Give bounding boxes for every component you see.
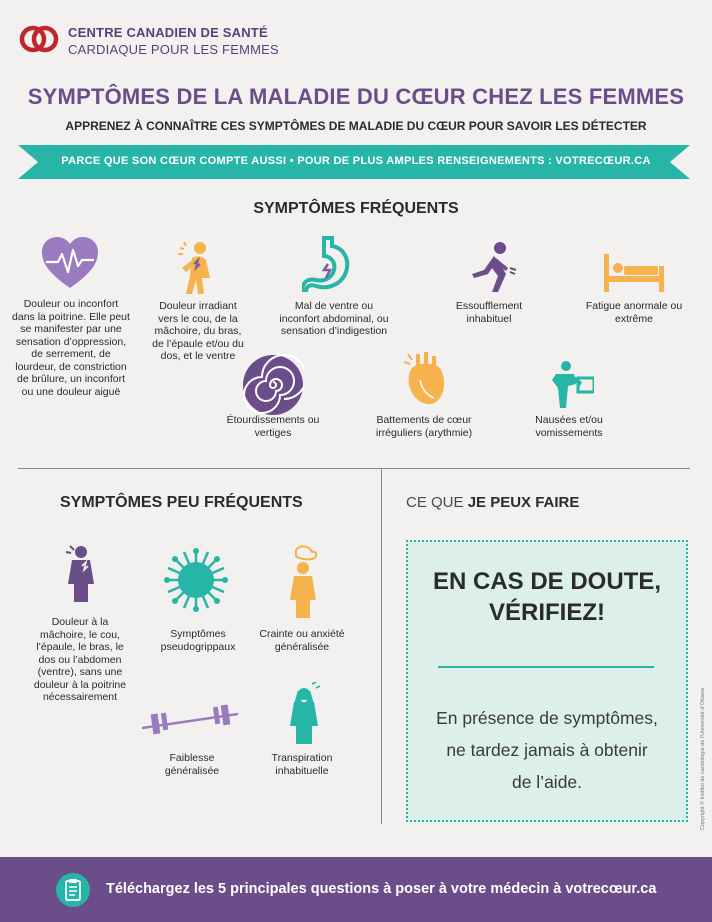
- doubt-text-line2: ne tardez jamais à obtenir: [446, 740, 648, 760]
- nausea-icon: [550, 360, 594, 408]
- bed-icon: [604, 254, 664, 292]
- heart-pulse-icon: [40, 236, 100, 290]
- frequent-section-title: SYMPTÔMES FRÉQUENTS: [253, 200, 459, 217]
- infrequent-section-title: SYMPTÔMES PEU FRÉQUENTS: [60, 494, 303, 511]
- symptom-label-nausea: Nausées et/ou vomissements: [535, 414, 603, 439]
- symptom-label-heartbeat: Battements de cœur irréguliers (arythmie): [375, 414, 473, 439]
- action-title-light: CE QUE: [406, 494, 464, 511]
- doubt-text-line1: En présence de symptômes,: [436, 708, 658, 728]
- page-title: SYMPTÔMES DE LA MALADIE DU CŒUR CHEZ LES FEMMES: [27, 84, 685, 109]
- symptom-label-jaw: Douleur à la mâchoire, le cou, l’épaule, le bras, le dos ou l’abdomen (ventre), sans une douleur à la poitrine nécessairement: [33, 616, 127, 703]
- symptom-label-radiating: Douleur irradiant vers le cou, de la mâchoire, du bras, de l’épaule et/ou du dos, et le ventre: [152, 300, 244, 362]
- action-title-bold: JE PEUX FAIRE: [467, 494, 580, 511]
- symptom-label-flu: Symptômes pseudogrippaux: [160, 628, 236, 653]
- virus-icon: [164, 548, 228, 612]
- stomach-icon: [302, 236, 352, 292]
- clipboard-icon: [56, 873, 90, 907]
- ribbon-text: PARCE QUE SON CŒUR COMPTE AUSSI • POUR DE PLUS AMPLES RENSEIGNEMENTS : VOTRECŒUR.CA: [61, 155, 651, 167]
- radiating-pain-icon: [172, 238, 220, 296]
- symptom-label-dizzy: Étourdissements ou vertiges: [226, 414, 320, 439]
- barbell-icon: [142, 704, 238, 736]
- doubt-title-line1: EN CAS DE DOUTE,: [432, 568, 662, 595]
- sweating-icon: [286, 682, 322, 744]
- org-name-line1: CENTRE CANADIEN DE SANTÉ: [68, 25, 268, 40]
- doubt-callout-title: [406, 566, 688, 628]
- footer-download-link[interactable]: Téléchargez les 5 principales questions à poser à votre médecin à votrecœur.ca: [106, 881, 657, 897]
- page-subtitle: APPRENEZ À CONNAÎTRE CES SYMPTÔMES DE MALADIE DU CŒUR POUR SAVOIR LES DÉTECTER: [65, 119, 647, 133]
- action-section-title: [406, 494, 579, 511]
- section-divider-vertical: [381, 469, 382, 824]
- symptom-label-sweating: Transpiration inhabituelle: [271, 752, 333, 777]
- anxiety-icon: [284, 544, 322, 618]
- symptom-label-chest: Douleur ou inconfort dans la poitrine. Elle peut se manifester par une sensation d’oppression, de serrement, de lourdeur, de constriction de brûlure, un inconfort ou une douleur aiguë: [12, 298, 130, 398]
- org-name-line2: CARDIAQUE POUR LES FEMMES: [68, 42, 279, 57]
- spiral-icon: [242, 354, 304, 416]
- jaw-pain-icon: [64, 544, 98, 602]
- symptom-label-breath: Essoufflement inhabituel: [455, 300, 523, 325]
- symptom-label-stomach: Mal de ventre ou inconfort abdominal, ou sensation d’indigestion: [279, 300, 389, 337]
- anatomical-heart-icon: [404, 350, 448, 408]
- symptom-label-fatigue: Fatigue anormale ou extrême: [585, 300, 683, 325]
- breathless-runner-icon: [464, 240, 520, 294]
- logo-icon: [18, 22, 60, 58]
- doubt-callout-divider: [438, 666, 654, 668]
- doubt-text-line3: de l’aide.: [511, 772, 583, 792]
- symptom-label-anxiety: Crainte ou anxiété généralisée: [259, 628, 345, 653]
- doubt-title-line2: VÉRIFIEZ!: [488, 599, 605, 626]
- copyright-notice: Copyright © Institut de cardiologie de l’Université d’Ottawa: [700, 688, 706, 830]
- section-divider-horizontal: [18, 468, 690, 469]
- doubt-callout-text: [406, 702, 688, 798]
- symptom-label-weakness: Faiblesse généralisée: [164, 752, 220, 777]
